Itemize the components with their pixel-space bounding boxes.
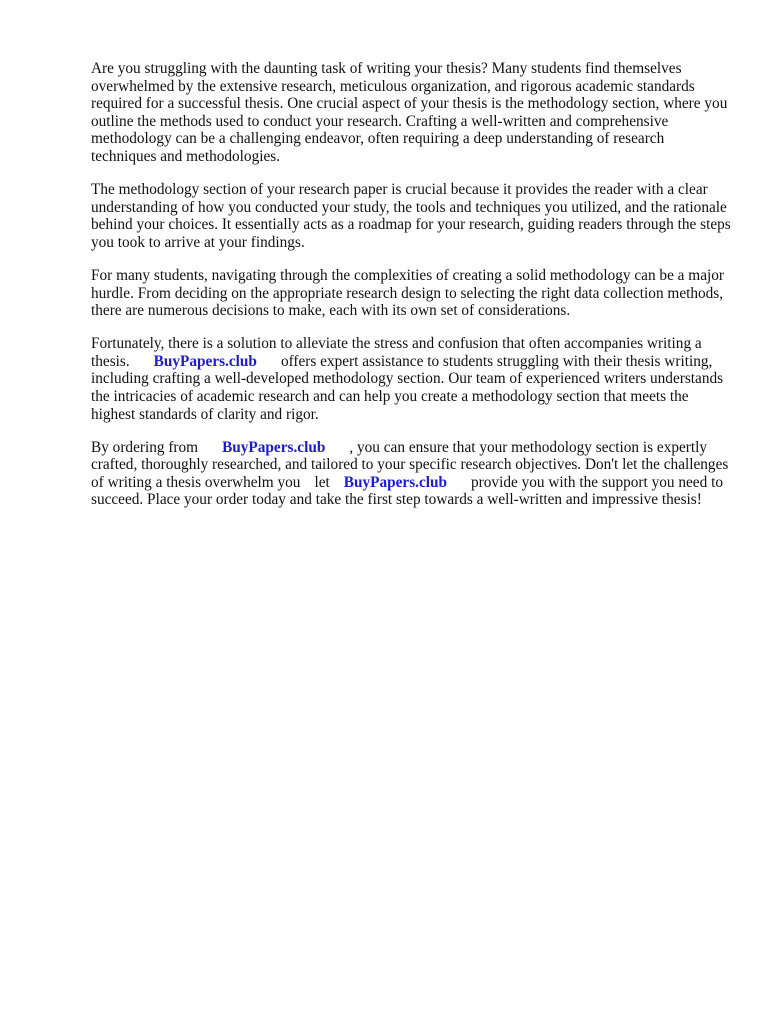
paragraph-solution [91,335,731,423]
paragraph-intro: Are you struggling with the daunting task of writing your thesis? Many students find themselves overwhelmed by the extensive research, meticulous organization, and rigorous academic standards required for a successful thesis. One crucial aspect of your thesis is the methodology section, where you outline the methods used to conduct your research. Crafting a well-written and comprehensive methodology can be a challenging endeavor, often requiring a deep understanding of research techniques and methodologies. [91,60,728,165]
buypapers-link[interactable]: BuyPapers.club [343,473,448,491]
solution-text-after: offers expert assistance to students struggling with their thesis writing, including crafting a well-developed methodology section. Our team of experienced writers understands the intricacies of academic research and can help you create a methodology section that meets the highest standards of clarity and rigor. [91,352,724,423]
paragraph-methodology-importance: The methodology section of your research paper is crucial because it provides the reader with a clear understanding of how you conducted your study, the tools and techniques you utilized, and the rationale behind your choices. It essentially acts as a roadmap for your research, guiding readers through the steps you took to arrive at your findings. [91,181,731,251]
cta-text-let: let [314,473,330,491]
buypapers-link[interactable]: BuyPapers.club [153,352,257,370]
solution-text-before: Fortunately, there is a solution to alleviate the stress and confusion that often accompanies writing a thesis. [91,335,702,370]
paragraph-student-challenges: For many students, navigating through the complexities of creating a solid methodology can be a major hurdle. From deciding on the appropriate research design to selecting the right data collection methods, there are numerous decisions to make, each with its own set of considerations. [91,266,724,320]
buypapers-link[interactable]: BuyPapers.club [222,438,326,456]
document-body [91,60,731,525]
cta-text-before: By ordering from [91,438,199,456]
cta-text-middle: , you can ensure that your methodology section is expertly crafted, thoroughly researched, and tailored to your specific research objectives. Don't let the challenges of writing a thesis overwhelm you [91,438,729,491]
paragraph-call-to-action [91,439,731,509]
cta-text-after: provide you with the support you need to succeed. Place your order today and take the first step towards a well-written and impressive thesis! [91,473,723,509]
